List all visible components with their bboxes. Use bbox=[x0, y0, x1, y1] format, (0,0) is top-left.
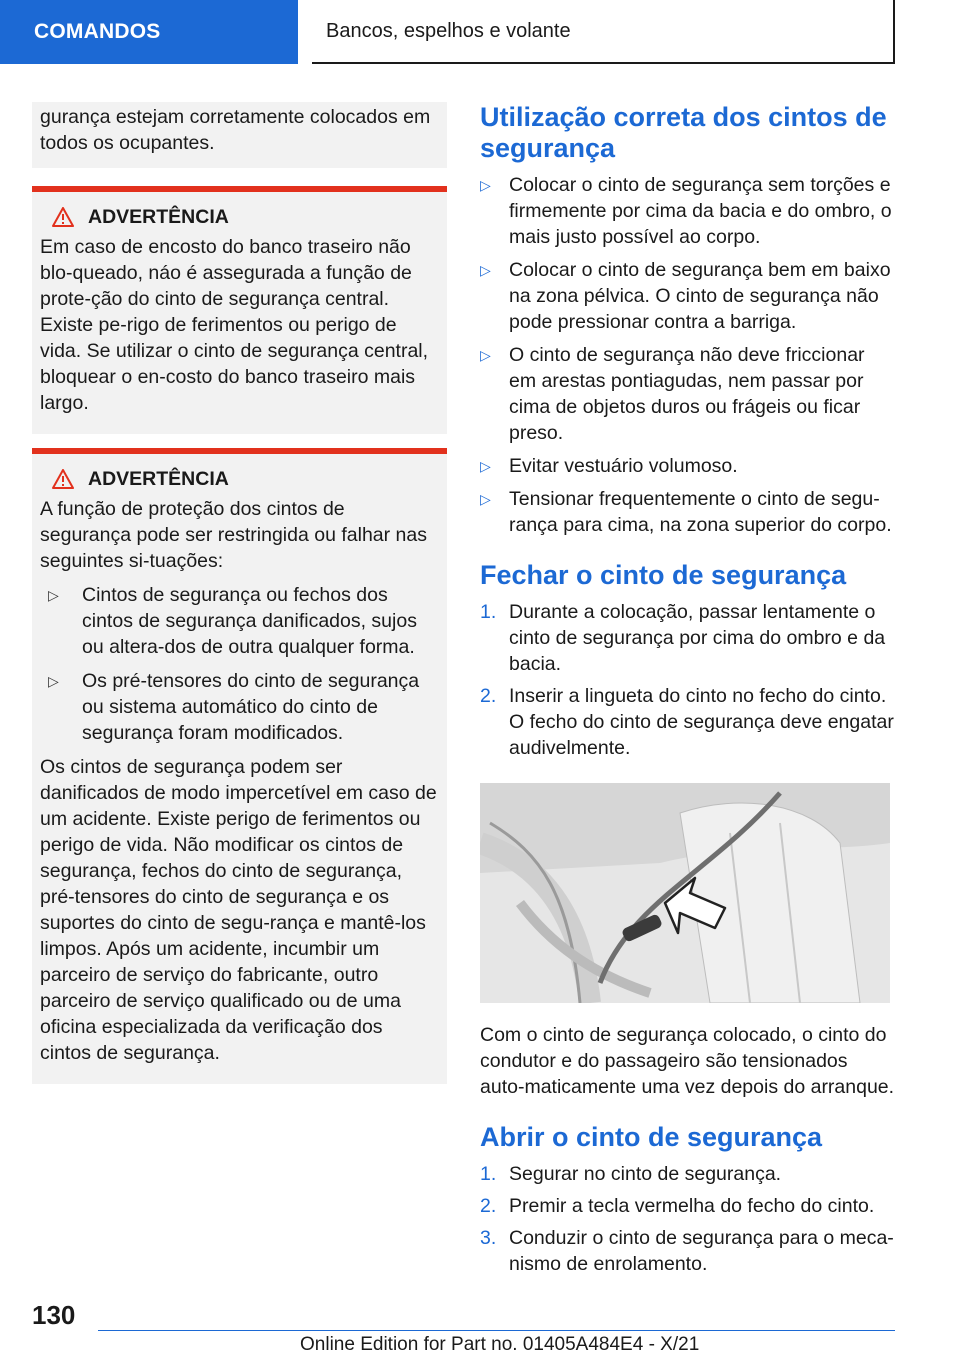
list-item: ▷ O cinto de segurança não deve friccionar em arestas pontiagudas, nem passar por cima de objetos duros ou frágeis ou ficar preso. bbox=[480, 344, 865, 444]
section-heading-3: Abrir o cinto de segurança bbox=[480, 1122, 823, 1152]
right-column bbox=[480, 102, 895, 1283]
footer-divider bbox=[98, 1330, 895, 1331]
intro-text: gurança estejam corretamente colocados em todos os ocupantes. bbox=[40, 106, 431, 154]
chapter-header bbox=[312, 0, 895, 64]
list-item: ▷ Evitar vestuário volumoso. bbox=[480, 455, 738, 477]
triangle-bullet-icon: ▷ bbox=[480, 491, 491, 507]
warning-triangle-icon bbox=[52, 469, 74, 489]
chapter-title: Bancos, espelhos e volante bbox=[326, 19, 571, 42]
triangle-bullet-icon: ▷ bbox=[48, 587, 59, 603]
seatbelt-illustration bbox=[480, 783, 890, 1003]
list-item: 1. Durante a colocação, passar lentamente o cinto de segurança por cima do ombro e da bacia. bbox=[480, 601, 886, 675]
intro-box bbox=[32, 102, 447, 168]
left-column bbox=[32, 102, 447, 1084]
list-item: ▷ Tensionar frequentemente o cinto de segu-rança para cima, na zona superior do corpo. bbox=[480, 488, 892, 536]
warning-box-1 bbox=[32, 186, 447, 434]
section-heading-2: Fechar o cinto de segurança bbox=[480, 560, 847, 590]
warning-text-2: A função de proteção dos cintos de segurança pode ser restringida ou falhar nas seguintes si-tuações: bbox=[40, 498, 427, 572]
list-item: ▷ Colocar o cinto de segurança bem em baixo na zona pélvica. O cinto de segurança não pode pressionar contra a barriga. bbox=[480, 259, 891, 333]
list-item: 2. Premir a tecla vermelha do fecho do cinto. bbox=[480, 1195, 875, 1217]
warning-box-2 bbox=[32, 448, 447, 1084]
triangle-bullet-icon: ▷ bbox=[480, 458, 491, 474]
warning-triangle-icon bbox=[52, 207, 74, 227]
warning-text-1: Em caso de encosto do banco traseiro não blo-queado, náo é assegurada a função de prote-ção do cinto de segurança central. Existe pe-rigo de ferimentos ou perigo de vida. Se utilizar o cinto de segurança central, bloquear o en-costo do banco traseiro mais largo. bbox=[40, 236, 429, 414]
paragraph: Com o cinto de segurança colocado, o cinto do condutor e do passageiro são tensionados auto-maticamente uma vez depois do arranque. bbox=[480, 1024, 895, 1098]
triangle-bullet-icon: ▷ bbox=[48, 673, 59, 689]
warning-title-2: ADVERTÊNCIA bbox=[52, 466, 437, 492]
warning-title-1: ADVERTÊNCIA bbox=[52, 204, 437, 230]
section-tab bbox=[0, 0, 298, 64]
list-item: ▷ Os pré-tensores do cinto de segurança ou sistema automático do cinto de segurança foram modificados. bbox=[48, 670, 420, 744]
footer-edition: Online Edition for Part no. 01405A484E4 - X/21 bbox=[300, 1334, 700, 1355]
list-item: 2. Inserir a lingueta do cinto no fecho do cinto. O fecho do cinto de segurança deve engatar audivelmente. bbox=[480, 685, 894, 759]
list-item: 3. Conduzir o cinto de segurança para o meca-nismo de enrolamento. bbox=[480, 1227, 894, 1275]
section-heading-1: Utilização correta dos cintos de segurança bbox=[480, 102, 887, 163]
warning-text-2b: Os cintos de segurança podem ser danificados de modo impercetível em caso de um acidente. Existe perigo de ferimentos ou perigo de vida. Não modificar os cintos de segurança, fechos do cinto de segurança, pré-tensores do cinto de segurança e os suportes do cinto de segu-rança e mantê-los limpos. Após um acidente, incumbir um parceiro de serviço do fabricante, outro parceiro de serviço qualificado ou de uma oficina especializada da verificação dos cintos de segurança. bbox=[40, 756, 437, 1064]
list-item: ▷ Cintos de segurança ou fechos dos cintos de segurança danificados, sujos ou altera-dos de outra qualquer forma. bbox=[48, 584, 417, 658]
triangle-bullet-icon: ▷ bbox=[480, 262, 491, 278]
list-item: 1. Segurar no cinto de segurança. bbox=[480, 1163, 782, 1185]
triangle-bullet-icon: ▷ bbox=[480, 347, 491, 363]
triangle-bullet-icon: ▷ bbox=[480, 177, 491, 193]
page-number: 130 bbox=[32, 1300, 76, 1330]
list-item: ▷ Colocar o cinto de segurança sem torções e firmemente por cima da bacia e do ombro, o mais justo possível ao corpo. bbox=[480, 174, 892, 248]
section-title: COMANDOS bbox=[34, 20, 161, 43]
